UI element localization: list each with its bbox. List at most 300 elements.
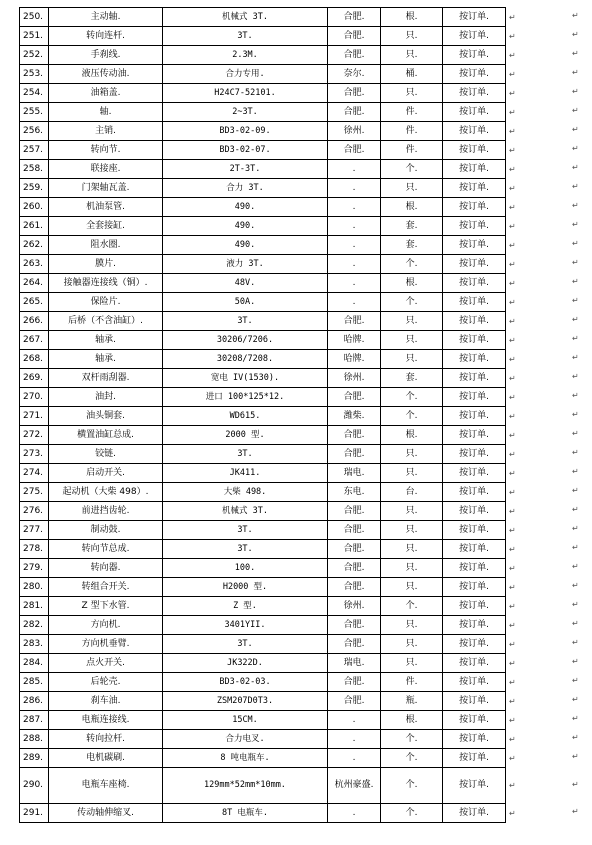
item-number-cell: 287. [20,711,49,730]
origin-cell: . [328,160,381,179]
item-number-cell: 256. [20,122,49,141]
margin-paragraph-mark: ↵ [572,638,579,647]
origin-cell: 哈牌. [328,350,381,369]
table-row [20,616,544,635]
specification-cell: 宽电 IV(1530). [163,369,328,388]
origin-cell: . [328,730,381,749]
item-number-cell: 278. [20,540,49,559]
remark-cell: 按订单. [443,27,506,46]
item-number-cell: 257. [20,141,49,160]
origin-cell: 合肥. [328,521,381,540]
row-end-mark: ↵ [509,107,516,117]
table-row [20,749,544,768]
row-end-mark: ↵ [509,50,516,60]
item-number-cell: 252. [20,46,49,65]
origin-cell: 合肥. [328,540,381,559]
part-name-cell: 电机碳刷. [49,749,163,768]
remark-cell: 按订单. [443,331,506,350]
part-name-cell: 制动鼓. [49,521,163,540]
row-end-mark: ↵ [509,12,516,22]
item-number-cell: 272. [20,426,49,445]
row-end-mark: ↵ [509,601,516,611]
remark-cell: 按订单. [443,616,506,635]
origin-cell: 杭州豪盛. [328,768,381,804]
margin-paragraph-mark: ↵ [572,505,579,514]
remark-cell: 按订单. [443,749,506,768]
item-number-cell: 289. [20,749,49,768]
table-row [20,692,544,711]
row-end-mark: ↵ [509,373,516,383]
margin-paragraph-mark: ↵ [572,752,579,761]
row-end-mark: ↵ [509,544,516,554]
unit-cell: 套. [381,369,443,388]
part-name-cell: 点火开关. [49,654,163,673]
specification-cell: 490. [163,198,328,217]
remark-cell: 按订单. [443,46,506,65]
origin-cell: . [328,274,381,293]
row-end-mark: ↵ [509,278,516,288]
unit-cell: 个. [381,597,443,616]
origin-cell: 潍柴. [328,407,381,426]
unit-cell: 根. [381,274,443,293]
table-row [20,654,544,673]
item-number-cell: 279. [20,559,49,578]
origin-cell: 合肥. [328,388,381,407]
table-row [20,711,544,730]
margin-paragraph-mark: ↵ [572,657,579,666]
unit-cell: 只. [381,312,443,331]
row-end-mark: ↵ [509,449,516,459]
remark-cell: 按订单. [443,84,506,103]
origin-cell: 合肥. [328,673,381,692]
specification-cell: 3T. [163,27,328,46]
part-name-cell: 启动开关. [49,464,163,483]
margin-paragraph-mark: ↵ [572,581,579,590]
unit-cell: 根. [381,198,443,217]
specification-cell: 2000 型. [163,426,328,445]
margin-paragraph-mark: ↵ [572,277,579,286]
table-row [20,502,544,521]
origin-cell: 合肥. [328,692,381,711]
item-number-cell: 255. [20,103,49,122]
part-name-cell: 转组合开关. [49,578,163,597]
remark-cell: 按订单. [443,483,506,502]
row-end-mark: ↵ [509,468,516,478]
margin-paragraph-mark: ↵ [572,372,579,381]
unit-cell: 个. [381,407,443,426]
remark-cell: 按订单. [443,426,506,445]
margin-paragraph-mark: ↵ [572,714,579,723]
row-end-mark: ↵ [509,487,516,497]
origin-cell: 奈尔. [328,65,381,84]
margin-paragraph-mark: ↵ [572,87,579,96]
origin-cell: 合肥. [328,559,381,578]
part-name-cell: 转向拉杆. [49,730,163,749]
unit-cell: 桶. [381,65,443,84]
row-end-mark: ↵ [509,183,516,193]
unit-cell: 瓶. [381,692,443,711]
item-number-cell: 277. [20,521,49,540]
row-end-mark: ↵ [509,259,516,269]
part-name-cell: 全套接缸. [49,217,163,236]
table-row [20,65,544,84]
table-row [20,312,544,331]
part-name-cell: 油箱盖. [49,84,163,103]
row-end-mark: ↵ [509,525,516,535]
row-end-mark: ↵ [509,202,516,212]
unit-cell: 个. [381,768,443,804]
origin-cell: 徐州. [328,369,381,388]
specification-cell: 合力专用. [163,65,328,84]
table-row [20,84,544,103]
table-row [20,27,544,46]
row-end-mark: ↵ [509,335,516,345]
item-number-cell: 270. [20,388,49,407]
margin-paragraph-mark: ↵ [572,315,579,324]
unit-cell: 只. [381,635,443,654]
item-number-cell: 254. [20,84,49,103]
unit-cell: 根. [381,8,443,27]
row-end-mark: ↵ [509,620,516,630]
part-name-cell: 油头铜套. [49,407,163,426]
remark-cell: 按订单. [443,293,506,312]
unit-cell: 件. [381,673,443,692]
specification-cell: 100. [163,559,328,578]
margin-paragraph-mark: ↵ [572,486,579,495]
origin-cell: . [328,749,381,768]
row-end-mark: ↵ [509,88,516,98]
part-name-cell: 刹车油. [49,692,163,711]
specification-cell: 合力 3T. [163,179,328,198]
remark-cell: 按订单. [443,274,506,293]
table-row [20,578,544,597]
row-end-mark: ↵ [509,808,516,818]
item-number-cell: 273. [20,445,49,464]
origin-cell: 合肥. [328,445,381,464]
margin-paragraph-mark: ↵ [572,600,579,609]
origin-cell: 合肥. [328,141,381,160]
remark-cell: 按订单. [443,578,506,597]
margin-paragraph-mark: ↵ [572,125,579,134]
remark-cell: 按订单. [443,312,506,331]
row-end-mark: ↵ [509,582,516,592]
table-row [20,46,544,65]
part-name-cell: Z 型下水管. [49,597,163,616]
unit-cell: 只. [381,331,443,350]
origin-cell: 瑞电. [328,464,381,483]
part-name-cell: 传动轴伸缩叉. [49,804,163,823]
origin-cell: . [328,293,381,312]
unit-cell: 只. [381,46,443,65]
margin-paragraph-mark: ↵ [572,619,579,628]
row-end-mark: ↵ [509,221,516,231]
origin-cell: 合肥. [328,578,381,597]
remark-cell: 按订单. [443,350,506,369]
remark-cell: 按订单. [443,597,506,616]
unit-cell: 只. [381,464,443,483]
margin-paragraph-mark: ↵ [572,562,579,571]
specification-cell: JK411. [163,464,328,483]
table-row [20,521,544,540]
row-end-mark: ↵ [509,411,516,421]
unit-cell: 件. [381,122,443,141]
margin-paragraph-mark: ↵ [572,779,579,789]
row-end-mark: ↵ [509,297,516,307]
remark-cell: 按订单. [443,559,506,578]
specification-cell: 2T-3T. [163,160,328,179]
origin-cell: . [328,255,381,274]
item-number-cell: 258. [20,160,49,179]
item-number-cell: 286. [20,692,49,711]
row-end-mark: ↵ [509,563,516,573]
specification-cell: 2~3T. [163,103,328,122]
remark-cell: 按订单. [443,65,506,84]
specification-cell: 8T 电瓶车. [163,804,328,823]
specification-cell: 129mm*52mm*10mm. [163,768,328,804]
remark-cell: 按订单. [443,122,506,141]
specification-cell: 30208/7208. [163,350,328,369]
remark-cell: 按订单. [443,388,506,407]
remark-cell: 按订单. [443,521,506,540]
origin-cell: 合肥. [328,27,381,46]
origin-cell: 合肥. [328,8,381,27]
part-name-cell: 手刹线. [49,46,163,65]
margin-paragraph-mark: ↵ [572,695,579,704]
specification-cell: 48V. [163,274,328,293]
origin-cell: 合肥. [328,426,381,445]
part-name-cell: 膜片. [49,255,163,274]
specification-cell: 2.3M. [163,46,328,65]
specification-cell: H24C7-52101. [163,84,328,103]
row-end-mark: ↵ [509,392,516,402]
remark-cell: 按订单. [443,464,506,483]
unit-cell: 个. [381,804,443,823]
remark-cell: 按订单. [443,730,506,749]
unit-cell: 个. [381,730,443,749]
remark-cell: 按订单. [443,711,506,730]
item-number-cell: 282. [20,616,49,635]
origin-cell: 合肥. [328,616,381,635]
part-name-cell: 主销. [49,122,163,141]
remark-cell: 按订单. [443,255,506,274]
margin-paragraph-mark: ↵ [572,30,579,39]
margin-paragraph-mark: ↵ [572,182,579,191]
specification-cell: 3T. [163,521,328,540]
part-name-cell: 阻水圈. [49,236,163,255]
part-name-cell: 方向机垂臂. [49,635,163,654]
row-end-mark: ↵ [509,164,516,174]
specification-cell: 3401YII. [163,616,328,635]
unit-cell: 只. [381,179,443,198]
specification-cell: 大柴 498. [163,483,328,502]
item-number-cell: 261. [20,217,49,236]
specification-cell: 机械式 3T. [163,8,328,27]
origin-cell: 合肥. [328,502,381,521]
unit-cell: 只. [381,350,443,369]
specification-cell: ZSM207D0T3. [163,692,328,711]
remark-cell: 按订单. [443,540,506,559]
table-row [20,331,544,350]
remark-cell: 按订单. [443,445,506,464]
remark-cell: 按订单. [443,179,506,198]
table-row [20,236,544,255]
origin-cell: 合肥. [328,46,381,65]
part-name-cell: 铰链. [49,445,163,464]
unit-cell: 只. [381,654,443,673]
row-end-mark: ↵ [509,781,516,790]
part-name-cell: 双杆雨刮器. [49,369,163,388]
item-number-cell: 280. [20,578,49,597]
row-end-mark: ↵ [509,69,516,79]
table-row [20,8,544,27]
remark-cell: 按订单. [443,635,506,654]
specification-cell: 8 吨电瓶车. [163,749,328,768]
origin-cell: 东电. [328,483,381,502]
specification-cell: 液力 3T. [163,255,328,274]
item-number-cell: 290. [20,768,49,804]
part-name-cell: 转向节总成. [49,540,163,559]
unit-cell: 个. [381,749,443,768]
table-row [20,179,544,198]
part-name-cell: 起动机（大柴 498）. [49,483,163,502]
unit-cell: 套. [381,236,443,255]
part-name-cell: 保险片. [49,293,163,312]
specification-cell: 15CM. [163,711,328,730]
table-row [20,217,544,236]
unit-cell: 只. [381,578,443,597]
part-name-cell: 后轮壳. [49,673,163,692]
margin-paragraph-mark: ↵ [572,334,579,343]
item-number-cell: 281. [20,597,49,616]
part-name-cell: 前进挡齿轮. [49,502,163,521]
specification-cell: 进口 100*125*12. [163,388,328,407]
specification-cell: 30206/7206. [163,331,328,350]
part-name-cell: 联接座. [49,160,163,179]
unit-cell: 只. [381,521,443,540]
remark-cell: 按订单. [443,369,506,388]
table-row [20,559,544,578]
item-number-cell: 251. [20,27,49,46]
item-number-cell: 264. [20,274,49,293]
remark-cell: 按订单. [443,654,506,673]
margin-paragraph-mark: ↵ [572,106,579,115]
item-number-cell: 288. [20,730,49,749]
table-row [20,483,544,502]
specification-cell: Z 型. [163,597,328,616]
table-row [20,730,544,749]
specification-cell: 机械式 3T. [163,502,328,521]
margin-paragraph-mark: ↵ [572,676,579,685]
remark-cell: 按订单. [443,236,506,255]
margin-paragraph-mark: ↵ [572,49,579,58]
row-end-mark: ↵ [509,31,516,41]
part-name-cell: 油封. [49,388,163,407]
margin-paragraph-mark: ↵ [572,201,579,210]
origin-cell: 合肥. [328,635,381,654]
item-number-cell: 263. [20,255,49,274]
margin-paragraph-mark: ↵ [572,296,579,305]
part-name-cell: 电瓶车座椅. [49,768,163,804]
part-name-cell: 横置油缸总成. [49,426,163,445]
part-name-cell: 轴承. [49,331,163,350]
table-row [20,540,544,559]
origin-cell: 徐州. [328,597,381,616]
unit-cell: 个. [381,388,443,407]
unit-cell: 根. [381,426,443,445]
origin-cell: 合肥. [328,312,381,331]
table-row [20,768,544,804]
item-number-cell: 285. [20,673,49,692]
specification-cell: 3T. [163,635,328,654]
row-end-mark: ↵ [509,677,516,687]
remark-cell: 按订单. [443,160,506,179]
item-number-cell: 275. [20,483,49,502]
origin-cell: . [328,179,381,198]
margin-paragraph-mark: ↵ [572,467,579,476]
row-end-mark: ↵ [509,354,516,364]
unit-cell: 台. [381,483,443,502]
specification-cell: JK322D. [163,654,328,673]
margin-paragraph-mark: ↵ [572,353,579,362]
margin-paragraph-mark: ↵ [572,11,579,20]
item-number-cell: 276. [20,502,49,521]
part-name-cell: 转向器. [49,559,163,578]
part-name-cell: 后桥（不含油缸）. [49,312,163,331]
item-number-cell: 260. [20,198,49,217]
remark-cell: 按订单. [443,804,506,823]
row-end-mark: ↵ [509,316,516,326]
margin-paragraph-mark: ↵ [572,239,579,248]
specification-cell: 3T. [163,540,328,559]
part-name-cell: 主动轴. [49,8,163,27]
part-name-cell: 接触器连接线（铜）. [49,274,163,293]
unit-cell: 件. [381,141,443,160]
margin-paragraph-mark: ↵ [572,429,579,438]
table-row [20,274,544,293]
origin-cell: 合肥. [328,103,381,122]
origin-cell: . [328,198,381,217]
item-number-cell: 283. [20,635,49,654]
item-number-cell: 268. [20,350,49,369]
margin-paragraph-mark: ↵ [572,543,579,552]
table-row [20,141,544,160]
row-end-mark: ↵ [509,639,516,649]
row-end-mark: ↵ [509,696,516,706]
item-number-cell: 262. [20,236,49,255]
unit-cell: 只. [381,540,443,559]
specification-cell: BD3-02-07. [163,141,328,160]
unit-cell: 只. [381,445,443,464]
item-number-cell: 267. [20,331,49,350]
specification-cell: BD3-02-09. [163,122,328,141]
unit-cell: 只. [381,502,443,521]
origin-cell: . [328,804,381,823]
margin-paragraph-mark: ↵ [572,807,579,816]
margin-paragraph-mark: ↵ [572,163,579,172]
margin-paragraph-mark: ↵ [572,220,579,229]
specification-cell: 合力电叉. [163,730,328,749]
part-name-cell: 轴. [49,103,163,122]
row-end-mark: ↵ [509,506,516,516]
specification-cell: 3T. [163,312,328,331]
row-end-mark: ↵ [509,715,516,725]
part-name-cell: 门架轴瓦盖. [49,179,163,198]
table-row [20,103,544,122]
row-end-mark: ↵ [509,753,516,763]
row-end-mark: ↵ [509,734,516,744]
origin-cell: . [328,711,381,730]
table-row [20,388,544,407]
